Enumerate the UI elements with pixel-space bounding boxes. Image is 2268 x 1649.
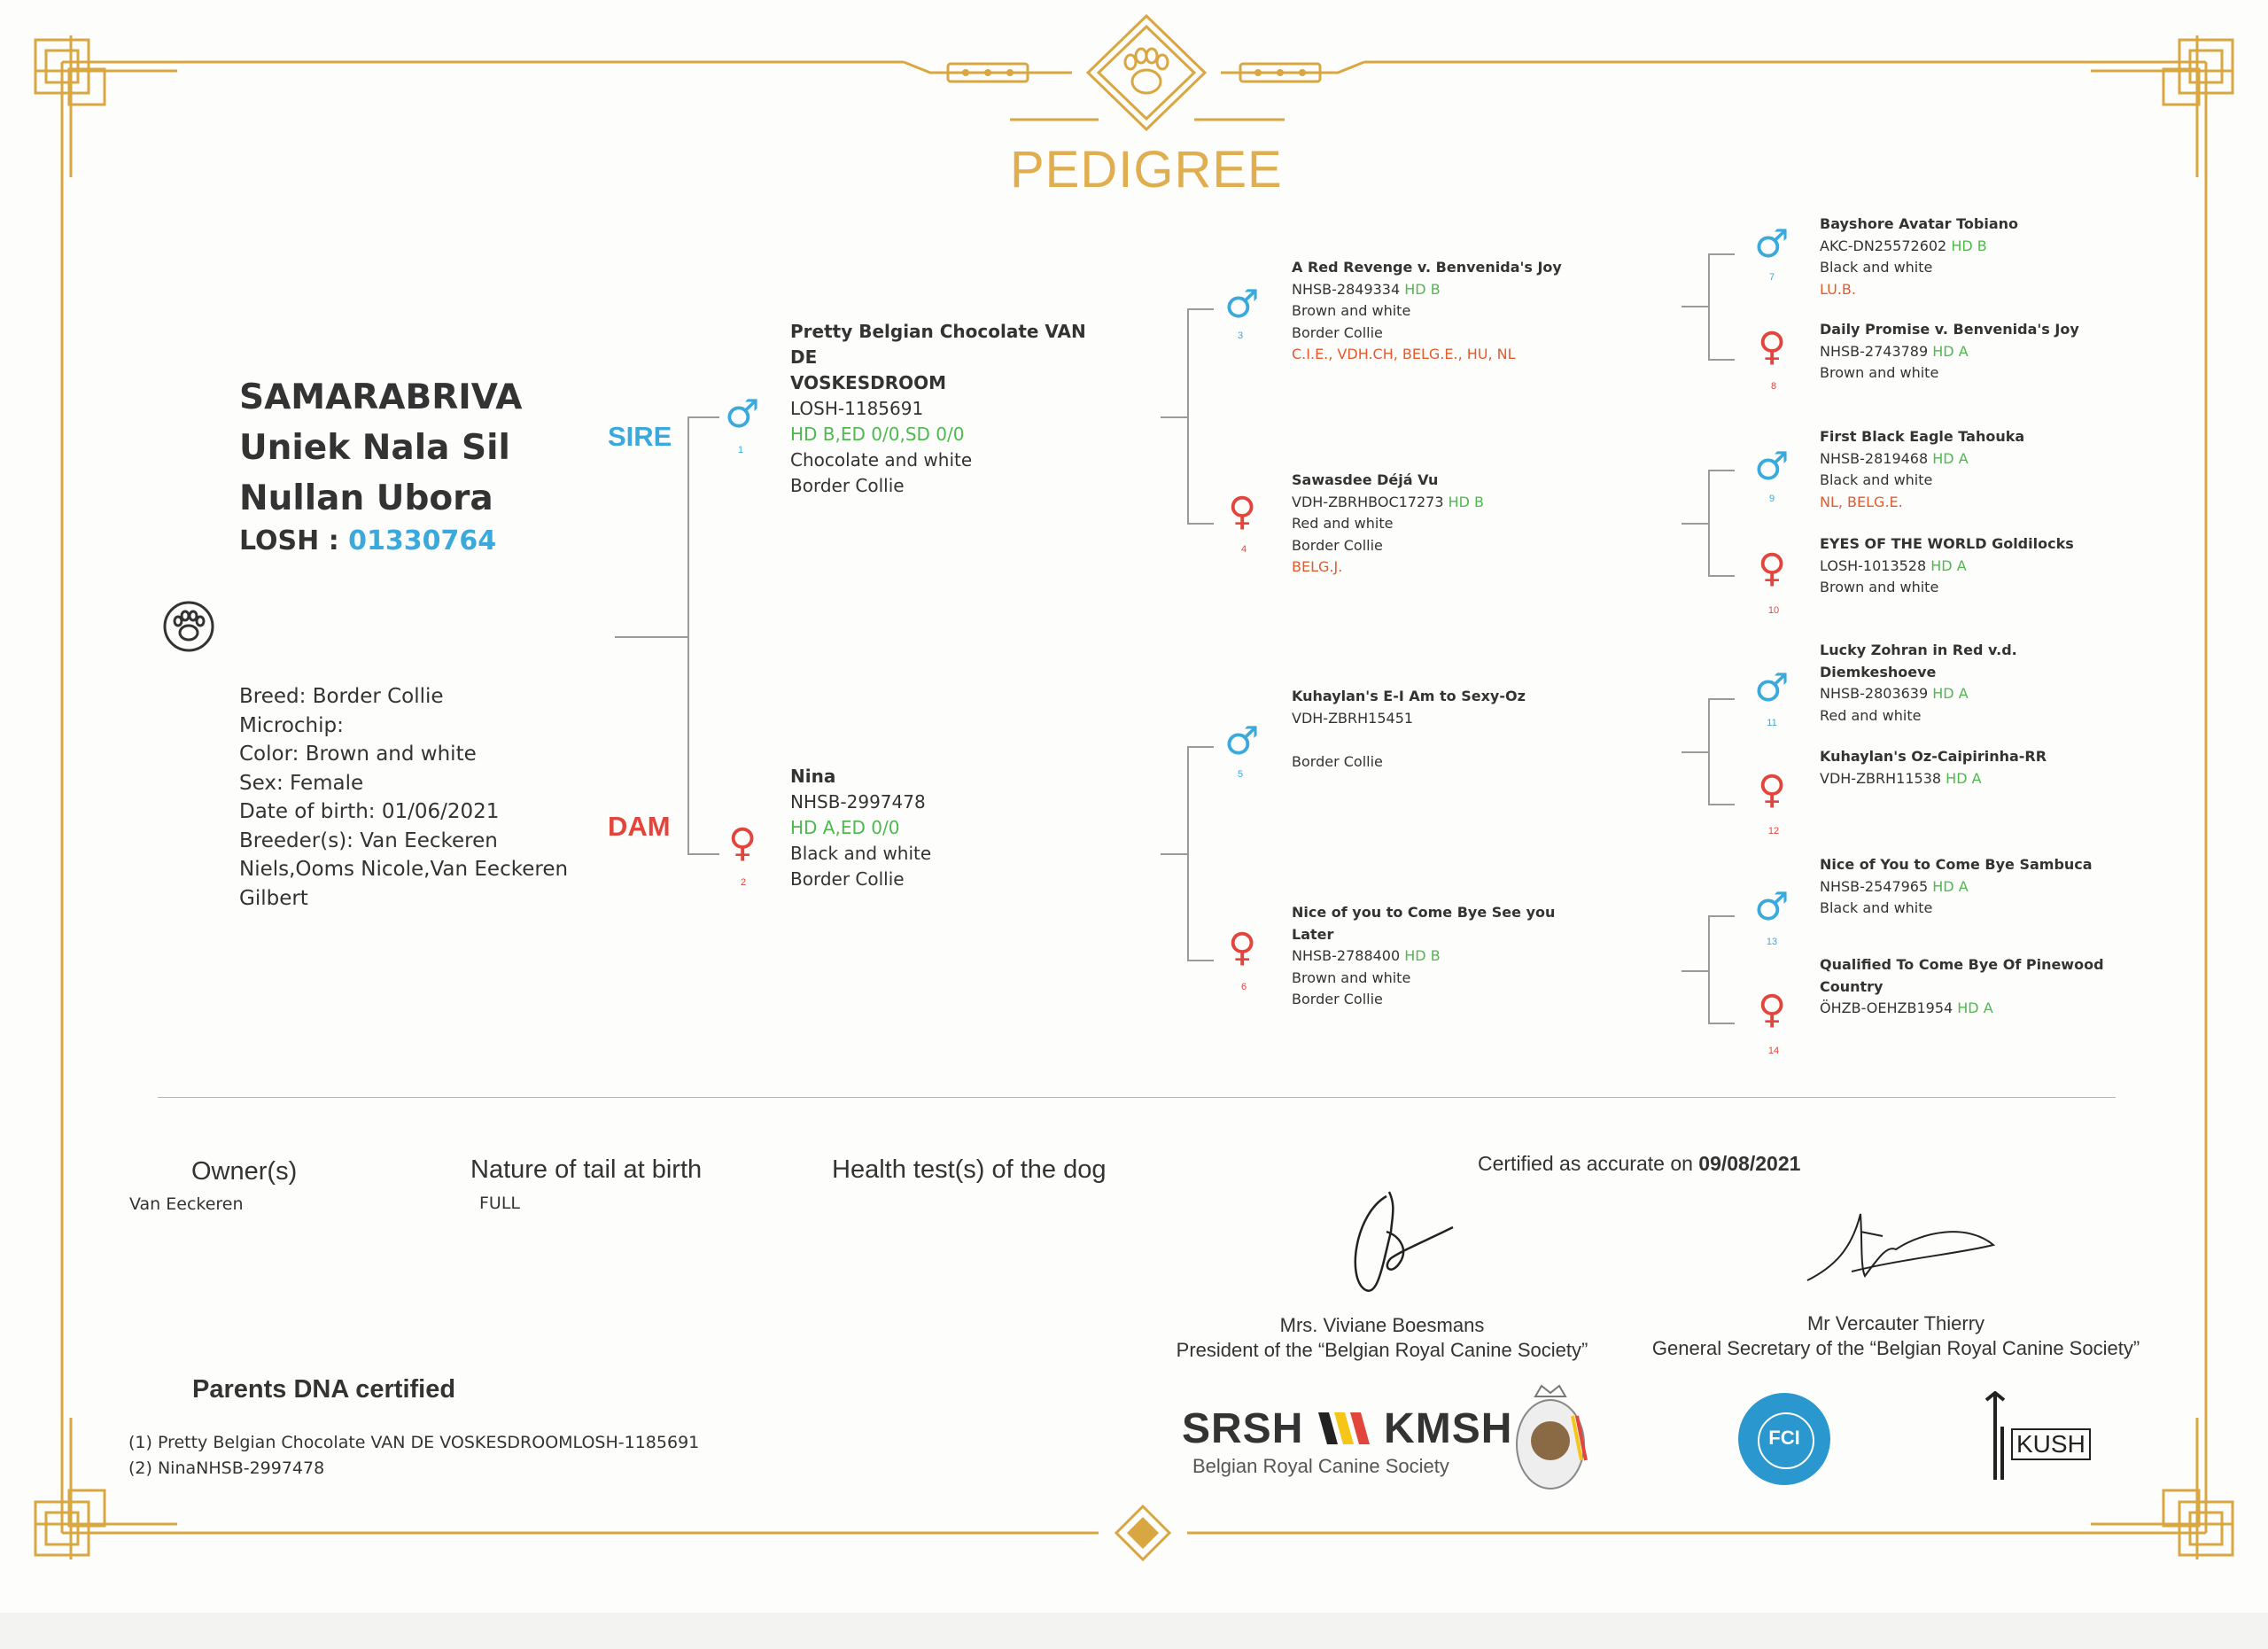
ancestor-reg: NHSB-2997478 <box>790 791 926 813</box>
ancestor-health: HD A <box>1932 449 1969 467</box>
ancestor-index: 2 <box>740 877 747 888</box>
tree-line <box>1682 970 1708 972</box>
ancestor-health: HD A,ED 0/0 <box>790 817 900 838</box>
tree-line <box>1161 416 1187 418</box>
tree-line <box>1187 308 1214 310</box>
dog-details <box>239 682 576 913</box>
kush-text: KUSH <box>2011 1428 2091 1460</box>
ancestor-breed: Border Collie <box>790 868 905 890</box>
ancestor-index: 1 <box>737 445 744 455</box>
royal-seal-icon <box>1511 1381 1590 1496</box>
ancestor-index: 6 <box>1240 982 1247 992</box>
tree-line <box>1708 915 1710 1023</box>
ancestor-reg: AKC-DN25572602 <box>1820 237 1947 254</box>
logo-srsh: SRSH <box>1182 1405 1304 1452</box>
female-symbol-icon: ♀ <box>1758 546 1787 591</box>
owner-label: Owner(s) <box>191 1157 298 1186</box>
detail-breeder: Breeder(s): Van Eeckeren <box>239 828 498 852</box>
losh-label: LOSH : <box>239 525 339 556</box>
certified-text: Certified as accurate on <box>1478 1152 1693 1175</box>
tail-label: Nature of tail at birth <box>470 1155 703 1184</box>
female-symbol-icon: ♀ <box>1758 324 1787 369</box>
ancestor-breed: Border Collie <box>1292 536 1383 554</box>
ancestor-name: Kuhaylan's Oz-Caipirinha-RR <box>1820 748 2047 765</box>
tree-line <box>687 416 689 855</box>
certification <box>1478 1152 1800 1176</box>
ancestor-reg: VDH-ZBRH15451 <box>1292 709 1414 727</box>
ancestor-titles: C.I.E., VDH.CH, BELG.E., HU, NL <box>1292 346 1516 362</box>
ancestor-name: Nina <box>790 766 836 787</box>
ancestor-titles: NL, BELG.E. <box>1820 493 1903 510</box>
dna-list <box>128 1430 699 1482</box>
paw-icon <box>161 599 216 654</box>
signer-name: Mr Vercauter Thierry <box>1806 1312 1985 1334</box>
signature-president <box>1338 1178 1471 1303</box>
tree-line <box>1708 698 1710 805</box>
female-symbol-icon: ♀ <box>1228 925 1257 970</box>
ancestor-6 <box>1292 902 1584 1011</box>
ancestor-name: First Black Eagle Tahouka <box>1820 428 2025 445</box>
tail-value: FULL <box>479 1194 521 1213</box>
tree-line <box>1187 523 1214 525</box>
logo-kmsh: KMSH <box>1384 1405 1513 1452</box>
tree-line <box>1708 253 1710 360</box>
ancestor-name: Country <box>1820 977 1884 995</box>
female-symbol-icon: ♀ <box>728 821 757 866</box>
male-symbol-icon: ♂ <box>1754 665 1790 711</box>
ancestor-health: HD A <box>1946 769 1982 787</box>
ancestor-color: Brown and white <box>1820 364 1939 381</box>
ancestor-reg: NHSB-2547965 <box>1820 877 1929 895</box>
srsh-kmsh-logo <box>1182 1404 1512 1453</box>
ancestor-reg: LOSH-1013528 <box>1820 556 1927 574</box>
belgian-stripes-icon <box>1317 1411 1371 1446</box>
ancestor-reg: VDH-ZBRHBOC17273 <box>1292 493 1444 510</box>
ancestor-name: VOSKESDROOM <box>790 372 947 393</box>
signature-secretary <box>1798 1196 2011 1294</box>
ancestor-reg: NHSB-2743789 <box>1820 342 1929 360</box>
ancestor-health: HD A <box>1932 685 1969 702</box>
detail-sex: Sex: Female <box>239 771 364 795</box>
ancestor-reg: NHSB-2788400 <box>1292 947 1401 964</box>
ancestor-index: 8 <box>1770 381 1777 392</box>
ancestor-name: Sawasdee Déjá Vu <box>1292 471 1439 488</box>
ancestor-breed: Border Collie <box>1292 323 1383 341</box>
ancestor-color: Black and white <box>1820 471 1933 488</box>
detail-breed: Breed: Border Collie <box>239 685 444 708</box>
fci-text: FCI <box>1768 1427 1800 1449</box>
tree-line <box>1187 746 1189 961</box>
logo-subtitle: Belgian Royal Canine Society <box>1192 1455 1449 1477</box>
ancestor-health: HD A <box>1930 556 1967 574</box>
tree-line <box>1708 359 1735 361</box>
ancestor-health: HD B <box>1404 947 1441 964</box>
certified-date: 09/08/2021 <box>1698 1152 1801 1175</box>
tree-line <box>615 636 687 638</box>
tree-line <box>1708 253 1735 255</box>
ancestor-reg: NHSB-2849334 <box>1292 280 1401 298</box>
ancestor-index: 5 <box>1237 769 1244 780</box>
tree-line <box>1708 804 1735 805</box>
ancestor-health: HD B <box>1404 280 1441 298</box>
detail-breeder-cont: Niels,Ooms Nicole,Van Eeckeren <box>239 858 569 881</box>
detail-dob: Date of birth: 01/06/2021 <box>239 800 500 823</box>
signer-name: Mrs. Viviane Boesmans <box>1279 1314 1485 1336</box>
ancestor-health: HD B,ED 0/0,SD 0/0 <box>790 424 965 445</box>
dog-losh <box>239 525 496 556</box>
ancestor-name: Nice of you to Come Bye See you Later <box>1292 904 1556 943</box>
ancestor-reg: LOSH-1185691 <box>790 398 924 419</box>
ancestor-dam <box>790 764 1091 892</box>
tree-line <box>1187 960 1214 961</box>
section-divider <box>158 1097 2116 1098</box>
ancestor-13 <box>1820 854 2121 920</box>
ancestor-5 <box>1292 686 1584 773</box>
dog-name-line: SAMARABRIVA <box>239 377 523 417</box>
ancestor-health: HD B <box>1448 493 1485 510</box>
ancestor-titles: BELG.J. <box>1292 558 1343 575</box>
male-symbol-icon: ♂ <box>725 392 760 437</box>
female-symbol-icon: ♀ <box>1758 987 1787 1032</box>
signer-president <box>1152 1313 1612 1363</box>
ancestor-color: Black and white <box>1820 259 1933 276</box>
owner-value: Van Eeckeren <box>129 1194 244 1214</box>
ancestor-12 <box>1820 746 2121 789</box>
ancestor-reg: ÖHZB-OEHZB1954 <box>1820 1000 1953 1016</box>
ancestor-name: EYES OF THE WORLD Goldilocks <box>1820 535 2074 552</box>
ancestor-14 <box>1820 954 2121 1020</box>
ancestor-health: HD A <box>1957 1000 1993 1016</box>
dog-name-line: Nullan Ubora <box>239 478 493 518</box>
ancestor-11 <box>1820 640 2121 727</box>
ancestor-name: Nice of You to Come Bye Sambuca <box>1820 856 2093 873</box>
tree-line <box>1682 523 1708 525</box>
tree-line <box>1708 915 1735 917</box>
ancestor-name: Qualified To Come Bye Of Pinewood <box>1820 956 2104 973</box>
tree-line <box>1708 470 1710 576</box>
ancestor-index: 3 <box>1237 331 1244 341</box>
ancestor-index: 4 <box>1240 544 1247 555</box>
male-symbol-icon: ♂ <box>1224 282 1260 327</box>
ancestor-breed: Border Collie <box>790 475 905 496</box>
ancestor-name: Lucky Zohran in Red v.d. Diemkeshoeve <box>1820 642 2017 681</box>
dna-line: (2) NinaNHSB-2997478 <box>128 1458 325 1478</box>
health-label: Health test(s) of the dog <box>832 1155 1107 1184</box>
tree-line <box>687 853 719 855</box>
tree-line <box>1708 1023 1735 1024</box>
ancestor-color: Brown and white <box>1292 968 1411 986</box>
ancestor-color: Brown and white <box>1820 579 1939 595</box>
tree-line <box>1708 470 1735 471</box>
dna-line: (1) Pretty Belgian Chocolate VAN DE VOSKESDROOMLOSH-1185691 <box>128 1433 700 1452</box>
ancestor-index: 13 <box>1766 937 1778 947</box>
ancestor-breed: Border Collie <box>1292 991 1383 1007</box>
tree-line <box>1682 751 1708 753</box>
signer-role: President of the “Belgian Royal Canine Society” <box>1176 1339 1588 1361</box>
ancestor-breed: Border Collie <box>1292 752 1383 770</box>
ancestor-name: Kuhaylan's E-I Am to Sexy-Oz <box>1292 688 1526 704</box>
ancestor-index: 11 <box>1767 718 1777 728</box>
ancestor-color: Black and white <box>790 843 932 864</box>
dna-title: Parents DNA certified <box>192 1375 456 1404</box>
ancestor-name: Bayshore Avatar Tobiano <box>1820 215 2018 232</box>
male-symbol-icon: ♂ <box>1754 222 1790 267</box>
male-symbol-icon: ♂ <box>1224 719 1260 764</box>
detail-color: Color: Brown and white <box>239 743 477 766</box>
ancestor-color: Red and white <box>1820 706 1922 724</box>
ancestor-color: Black and white <box>1820 899 1933 916</box>
ancestor-name: A Red Revenge v. Benvenida's Joy <box>1292 259 1562 276</box>
signer-role: General Secretary of the “Belgian Royal Canine Society” <box>1651 1337 2140 1359</box>
ancestor-8 <box>1820 319 2121 385</box>
ancestor-7 <box>1820 214 2121 300</box>
paw-emblem-icon <box>1125 49 1168 93</box>
tree-line <box>687 416 719 418</box>
tree-line <box>1187 308 1189 524</box>
tree-line <box>1682 306 1708 307</box>
ancestor-health: HD A <box>1932 877 1969 895</box>
losh-number: 01330764 <box>348 525 497 556</box>
dog-name-line: Uniek Nala Sil <box>239 428 510 468</box>
tree-line <box>1187 746 1214 748</box>
sire-label: SIRE <box>608 421 672 452</box>
ancestor-name: Daily Promise v. Benvenida's Joy <box>1820 321 2079 338</box>
ancestor-10 <box>1820 533 2121 599</box>
male-symbol-icon: ♂ <box>1754 444 1790 489</box>
ancestor-color: Brown and white <box>1292 302 1411 319</box>
document-title: PEDIGREE <box>1010 141 1283 198</box>
ancestor-3 <box>1292 257 1584 366</box>
ancestor-reg: NHSB-2819468 <box>1820 449 1929 467</box>
tree-line <box>1161 853 1187 855</box>
fci-logo <box>1738 1393 1830 1485</box>
male-symbol-icon: ♂ <box>1754 884 1790 930</box>
tree-line <box>1708 698 1735 700</box>
ancestor-name: Pretty Belgian Chocolate VAN DE <box>790 321 1086 368</box>
ancestor-color: Red and white <box>1292 515 1394 532</box>
ancestor-index: 7 <box>1768 272 1775 283</box>
ancestor-health: HD B <box>1951 237 1987 254</box>
female-symbol-icon: ♀ <box>1228 489 1257 534</box>
tree-line <box>1708 575 1735 577</box>
signer-secretary <box>1630 1311 2162 1361</box>
ancestor-9 <box>1820 426 2121 513</box>
kush-logo <box>1977 1391 2084 1489</box>
ancestor-index: 14 <box>1767 1046 1780 1056</box>
ancestor-sire <box>790 319 1091 499</box>
ancestor-reg: NHSB-2803639 <box>1820 685 1929 702</box>
ancestor-titles: LU.B. <box>1820 280 1856 298</box>
ancestor-reg: VDH-ZBRH11538 <box>1820 769 1942 787</box>
ancestor-health: HD A <box>1932 342 1969 360</box>
ancestor-index: 9 <box>1768 494 1775 504</box>
ancestor-index: 12 <box>1767 826 1780 836</box>
ancestor-color: Chocolate and white <box>790 449 973 471</box>
dog-name <box>239 372 522 524</box>
dam-label: DAM <box>608 811 671 842</box>
ancestor-4 <box>1292 470 1584 579</box>
detail-breeder-cont: Gilbert <box>239 886 308 910</box>
detail-microchip: Microchip: <box>239 713 344 737</box>
female-symbol-icon: ♀ <box>1758 767 1787 813</box>
ancestor-index: 10 <box>1767 605 1780 616</box>
